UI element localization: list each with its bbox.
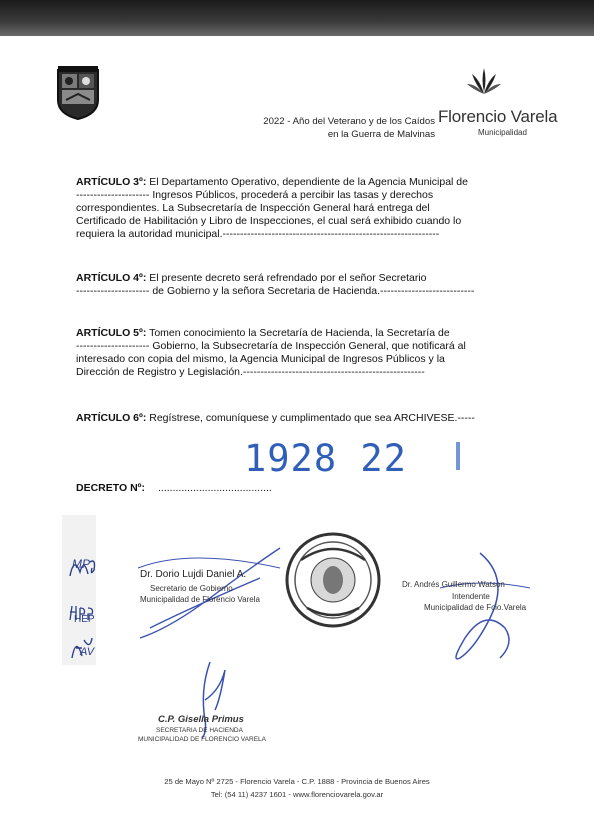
article-5-line: Dirección de Registro y Legislación.---------------------------------------------------- [76, 366, 425, 378]
stamp-mark [456, 442, 460, 470]
article-4-line: --------------------- de Gobierno y la señora Secretaria de Hacienda.--------------------------- [76, 285, 475, 297]
secretary-gobierno-municipality: Municipalidad de Florencio Varela [140, 595, 260, 604]
article-4 [76, 272, 538, 298]
hacienda-name: C.P. Gisella Primus [158, 714, 244, 725]
article-6-line: Regístrese, comuníquese y cumplimentado que sea ARCHIVESE.----- [146, 412, 475, 424]
article-3-label: ARTÍCULO 3º: [76, 176, 147, 188]
article-5-line: Tomen conocimiento la Secretaría de Hacienda, la Secretaría de [146, 327, 450, 339]
article-5-line: interesado con copia del mismo, la Agencia Municipal de Ingresos Públicos y la [76, 353, 445, 365]
article-3-line: requiera la autoridad municipal.-------------------------------------------------------------- [76, 228, 440, 240]
article-3-line: Certificado de Habilitación y Libro de Inspecciones, el cual será exhibido cuando lo [76, 215, 462, 227]
article-4-label: ARTÍCULO 4º: [76, 272, 147, 284]
decree-number-stamp: 1928 22 [244, 437, 407, 480]
article-3-line: El Departamento Operativo, dependiente de la Agencia Municipal de [146, 176, 468, 188]
secretary-gobierno-signature [130, 538, 290, 648]
secretary-gobierno-name: Dr. Dorio Lujdi Daniel A. [140, 569, 247, 580]
footer-address: 25 de Mayo Nº 2725 - Florencio Varela - C.P. 1888 - Provincia de Buenos Aires [164, 777, 430, 786]
secretary-gobierno-title: Secretario de Gobierno [150, 584, 233, 593]
article-5-label: ARTÍCULO 5º: [76, 327, 147, 339]
municipal-seal-icon [283, 530, 383, 630]
year-slogan-line2: en la Guerra de Malvinas [327, 129, 435, 140]
article-6 [76, 412, 538, 425]
year-slogan-line1: 2022 - Año del Veterano y de los Caídos [263, 116, 435, 127]
intendente-title: Intendente [452, 592, 490, 601]
intendente-municipality: Municipalidad de Fcio.Varela [424, 603, 527, 612]
municipality-subtitle: Municipalidad [478, 128, 527, 137]
decree-dots: ....................................... [158, 482, 272, 494]
article-4-line: El presente decreto será refrendado por el señor Secretario [146, 272, 427, 284]
municipal-shield-icon [56, 64, 100, 120]
initials-mp: MP [72, 557, 90, 571]
hacienda-title: SECRETARIA DE HACIENDA [156, 727, 243, 734]
footer-contact: Tel: (54 11) 4237 1601 - www.florenciovarela.gov.ar [210, 790, 384, 799]
intendente-name: Dr. Andrés Guillermo Watson [402, 580, 505, 589]
initials-hep: HEP [74, 614, 95, 625]
scan-top-border [0, 0, 594, 36]
hacienda-municipality: MUNICIPALIDAD DE FLORENCIO VARELA [138, 736, 266, 743]
municipality-name: Florencio Varela [438, 107, 558, 126]
article-3 [76, 176, 538, 241]
article-6-label: ARTÍCULO 6º: [76, 412, 147, 424]
florencio-varela-logo-icon [466, 66, 502, 96]
article-5-line: --------------------- Gobierno, la Subsecretaría de Inspección General, que notificará al [76, 340, 466, 352]
article-3-line: correspondientes. La Subsecretaría de Inspección General hará entrega del [76, 202, 430, 214]
article-5 [76, 327, 538, 379]
article-3-line: --------------------- Ingresos Públicos, procederá a percibir las tasas y derechos [76, 189, 434, 201]
decree-label: DECRETO Nº: [76, 482, 145, 494]
initials-av: AV [80, 646, 95, 658]
